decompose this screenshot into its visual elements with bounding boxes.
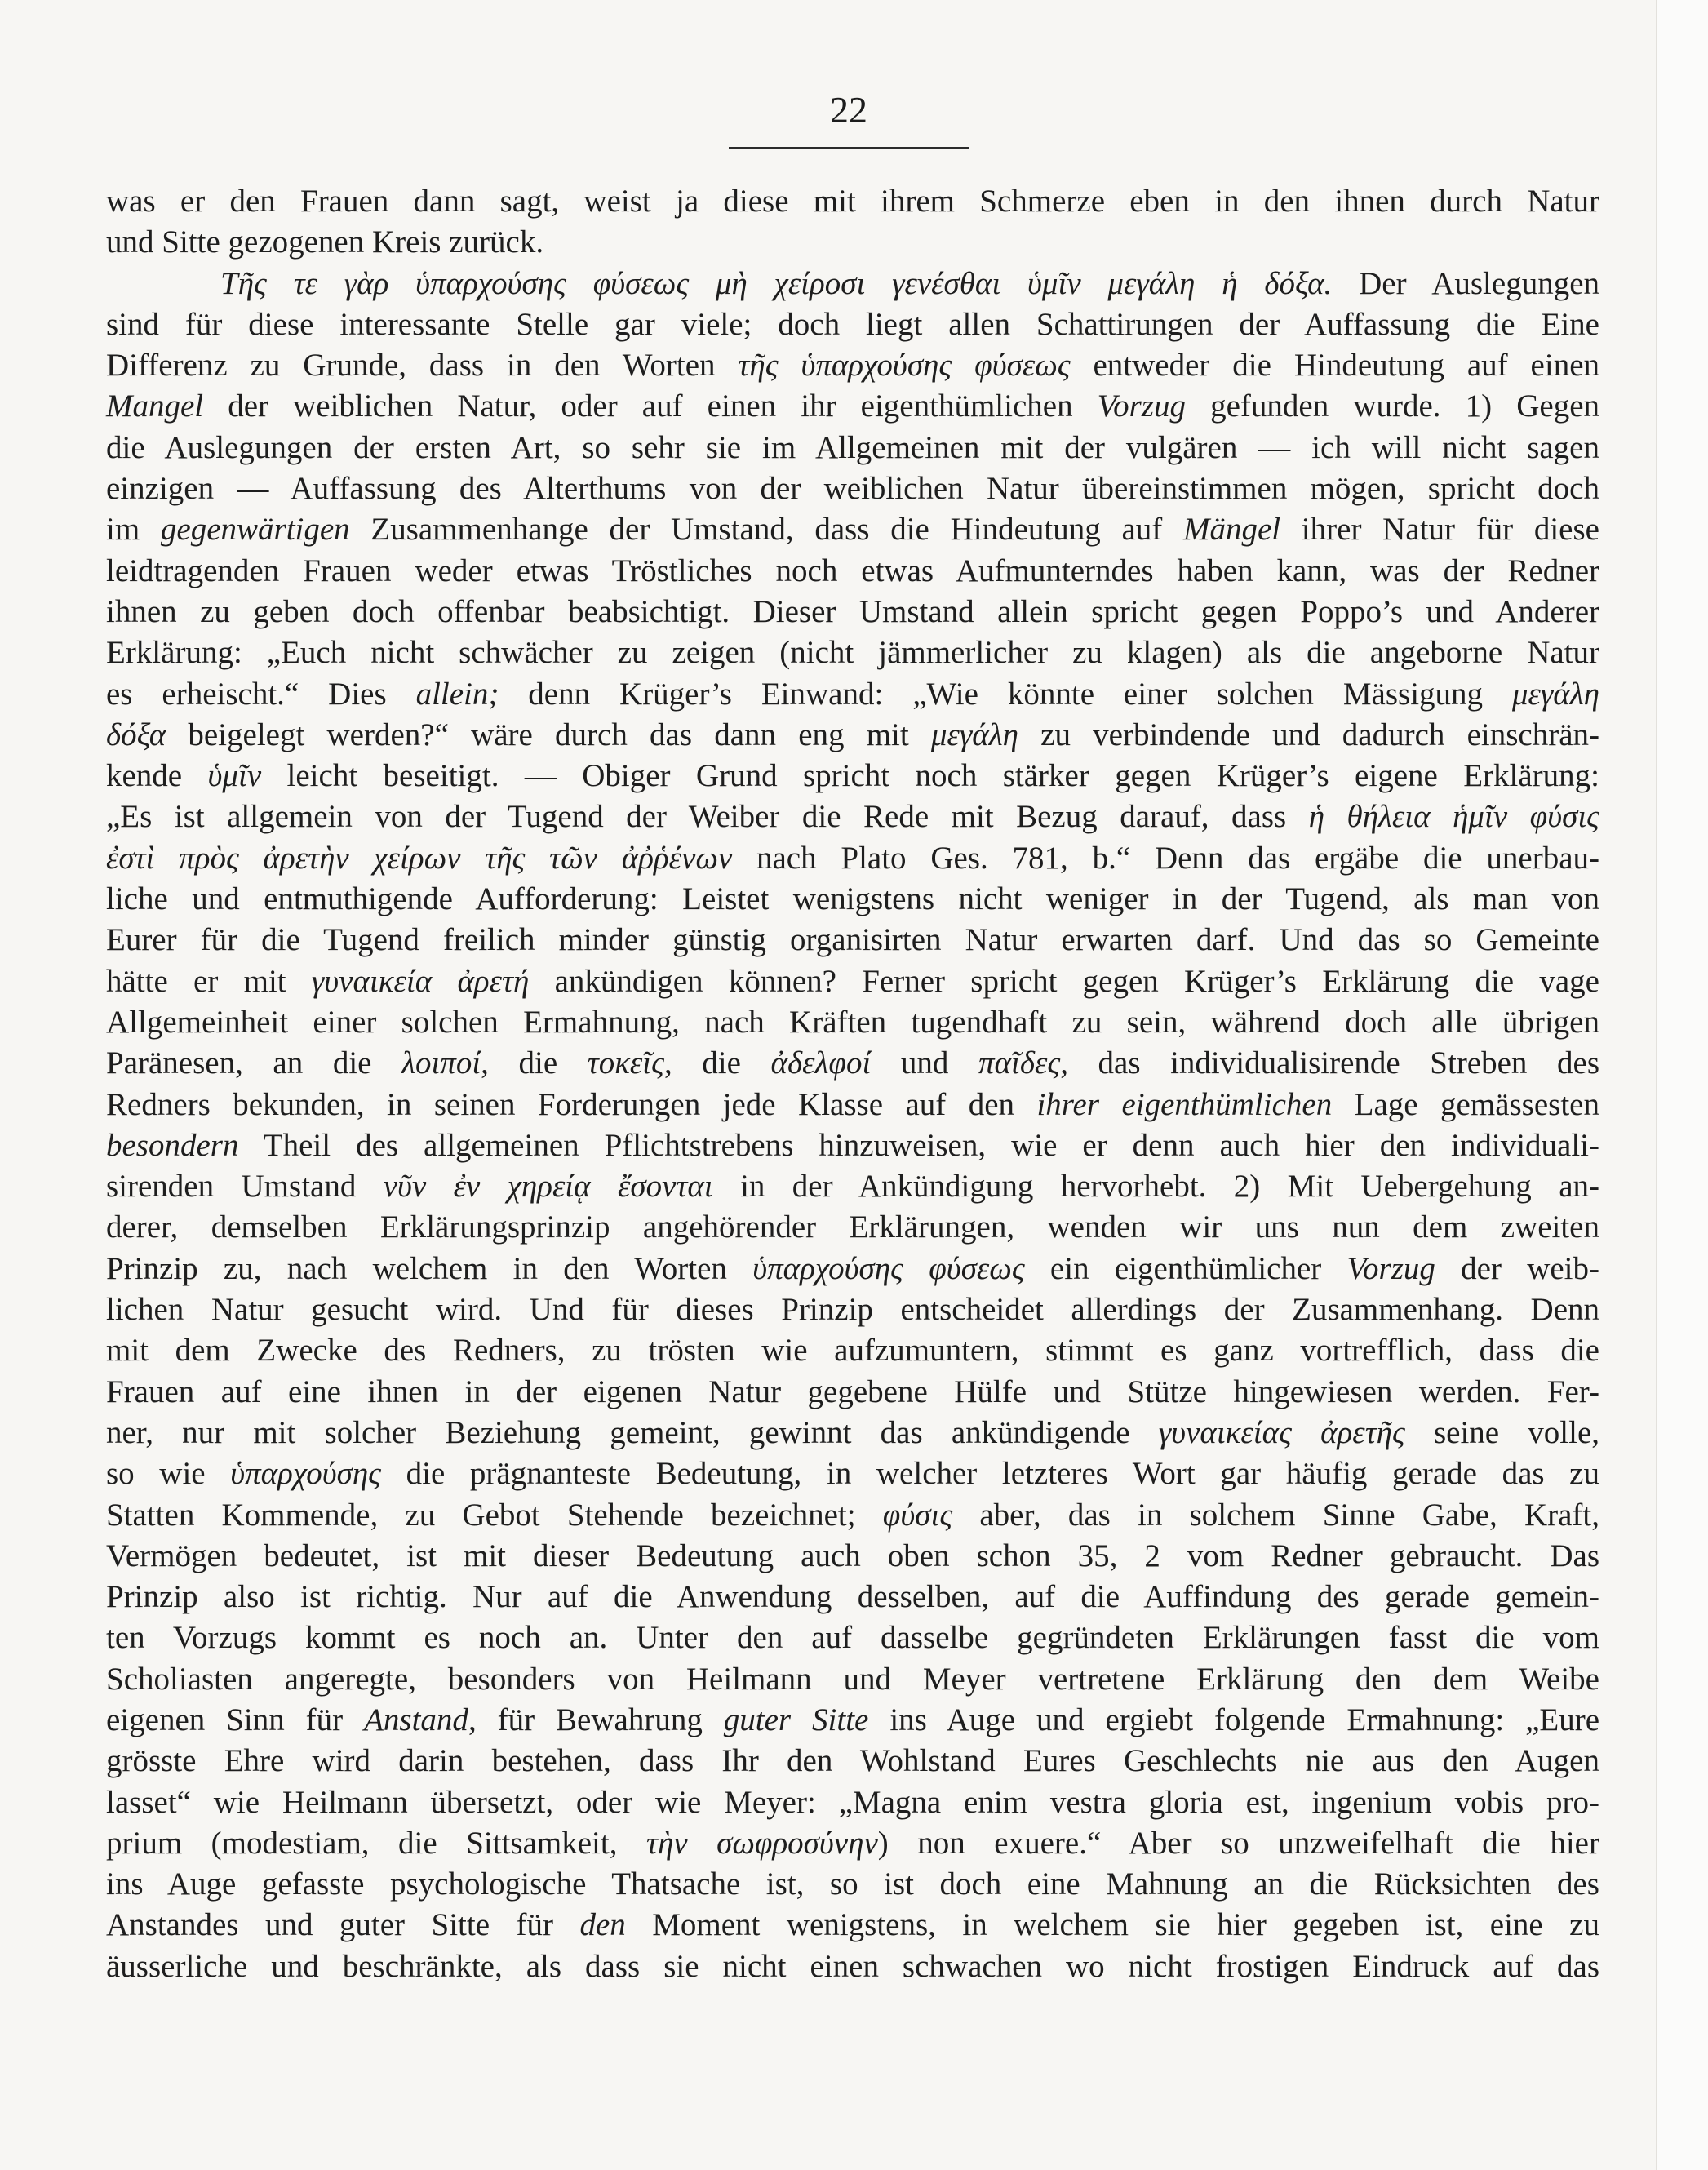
text-line (106, 386, 1599, 427)
emphasis: Vorzug (1097, 388, 1187, 424)
text-segment: ankündigen können? Ferner spricht gegen Krüger’s Erklärung die vage (529, 963, 1599, 999)
text-segment: aber, das in solchem Sinne Gabe, Kraft, (952, 1497, 1599, 1533)
text-line (106, 632, 1599, 673)
text-line (106, 1249, 1599, 1289)
emphasis: den (579, 1907, 626, 1943)
text-segment: Lage gemässesten (1332, 1086, 1599, 1122)
text-line (106, 1823, 1599, 1864)
text-segment: Der Auslegungen (1332, 265, 1600, 301)
text-line (106, 1166, 1599, 1207)
text-line (106, 428, 1599, 468)
text-segment: Theil des allgemeinen Pflichtstrebens hinzuweisen, wie er denn auch hier den individuali- (238, 1127, 1599, 1163)
text-segment: ein eigenthümlicher (1024, 1250, 1347, 1286)
greek-quote: Τῆς τε γὰρ ὑπαρχούσης φύσεως μὴ χείροσι γενέσθαι ὑμῖν μεγάλη ἡ δόξα. (220, 265, 1333, 301)
greek-quote: ἀδελφοί (770, 1045, 872, 1081)
greek-quote: ὑπαρχούσης (230, 1456, 382, 1492)
greek-quote: γυναικείας ἀρετῆς (1158, 1414, 1405, 1450)
text-line (106, 1289, 1599, 1330)
text-line (106, 1905, 1599, 1946)
text-line (106, 1125, 1599, 1166)
text-line (106, 1043, 1599, 1084)
text-line (106, 1413, 1599, 1453)
text-segment: Statten Kommende, zu Gebot Stehende bezeichnet; (106, 1497, 883, 1533)
text-line (106, 592, 1599, 632)
text-segment: „Es ist allgemein von der Tugend der Weiber die Rede mit Bezug darauf, dass (106, 799, 1309, 835)
greek-quote: τῆς ὑπαρχούσης φύσεως (738, 348, 1071, 384)
text-segment: eigenen Sinn für (106, 1702, 365, 1737)
text-line (106, 222, 1599, 263)
text-line (106, 1946, 1599, 1987)
emphasis: Vorzug (1346, 1250, 1435, 1286)
emphasis: ihrer eigenthümlichen (1036, 1086, 1333, 1122)
emphasis: gegenwärtigen (160, 512, 350, 548)
text-segment: Zusammenhange der Umstand, dass die Hindeutung auf (349, 512, 1183, 548)
text-segment: lichen Natur gesucht wird. Und für dieses Prinzip entscheidet allerdings der Zusammenhang. Denn (106, 1292, 1599, 1328)
text-segment: , das individualisirende Streben des (1060, 1045, 1599, 1081)
text-line (106, 715, 1599, 756)
text-segment: kende (106, 758, 208, 794)
text-segment: Anstandes und guter Sitte für (106, 1907, 580, 1943)
text-segment: ten Vorzugs kommt es noch an. Unter den auf dasselbe gegründeten Erklärungen fasst die vom (106, 1620, 1599, 1656)
text-segment: so wie (106, 1456, 231, 1492)
text-segment: prium (modestiam, die Sittsamkeit, (106, 1825, 646, 1861)
text-segment: Scholiasten angeregte, besonders von Heilmann und Meyer vertretene Erklärung den dem Weibe (106, 1661, 1599, 1697)
text-segment: , für Bewahrung (468, 1702, 724, 1737)
text-line (106, 756, 1599, 797)
text-line (106, 468, 1599, 509)
greek-quote: δόξα (106, 717, 166, 752)
text-line (106, 1782, 1599, 1823)
text-segment: lasset“ wie Heilmann übersetzt, oder wie Meyer: „Magna enim vestra gloria est, ingenium vobis pro- (106, 1784, 1599, 1820)
text-segment: beigelegt werden?“ wäre durch das dann eng mit (166, 717, 931, 752)
greek-quote: παῖδες (978, 1045, 1061, 1081)
body-text (106, 181, 1599, 1987)
text-line (106, 1864, 1599, 1905)
text-line (106, 1536, 1599, 1577)
greek-quote: τοκεῖς (587, 1045, 664, 1081)
text-line (106, 1372, 1599, 1413)
emphasis: Anstand (364, 1702, 468, 1737)
text-line (106, 797, 1599, 837)
text-segment: mit dem Zwecke des Redners, zu trösten wie aufzumuntern, stimmt es ganz vortrefflich, dass die (106, 1333, 1599, 1369)
text-line (106, 1330, 1599, 1371)
text-line (106, 1453, 1599, 1494)
greek-quote: λοιποί (401, 1045, 481, 1081)
text-segment: sirenden Umstand (106, 1169, 384, 1205)
text-segment: äusserliche und beschränkte, als dass sie nicht einen schwachen wo nicht frostigen Eindruck auf das (106, 1948, 1599, 1984)
text-line (106, 304, 1599, 345)
text-segment: ihrer Natur für diese (1280, 512, 1599, 548)
text-line (106, 1618, 1599, 1658)
text-segment: ins Auge und ergiebt folgende Ermahnung: „Eure (868, 1702, 1600, 1737)
text-line (106, 551, 1599, 592)
text-line (106, 1577, 1599, 1618)
text-segment: Eurer für die Tugend freilich minder günstig organisirten Natur erwarten darf. Und das so Gemeinte (106, 922, 1599, 958)
greek-quote: ἐστὶ πρὸς ἀρετὴν χείρων τῆς τῶν ἀῤῥένων (106, 840, 733, 876)
text-line (106, 509, 1599, 550)
text-segment: ihnen zu geben doch offenbar beabsichtigt. Dieser Umstand allein spricht gegen Poppo’s und Anderer (106, 593, 1599, 629)
text-segment: Vermögen bedeutet, ist mit dieser Bedeutung auch oben schon 35, 2 vom Redner gebraucht. Das (106, 1538, 1599, 1573)
text-segment: ) non exuere.“ Aber so unzweifelhaft die hier (877, 1825, 1599, 1861)
text-segment: grösste Ehre wird darin bestehen, dass Ihr den Wohlstand Eures Geschlechts nie aus den Augen (106, 1743, 1599, 1779)
text-segment: nach Plato Ges. 781, b.“ Denn das ergäbe die unerbau- (732, 840, 1599, 876)
emphasis: guter Sitte (723, 1702, 869, 1737)
greek-quote: γυναικεία ἀρετή (311, 963, 530, 999)
page-edge (1656, 0, 1708, 2170)
text-line (106, 264, 1599, 304)
text-line (106, 1495, 1599, 1536)
text-segment: und Sitte gezogenen Kreis zurück. (106, 224, 544, 260)
text-segment: ins Auge gefasste psychologische Thatsache ist, so ist doch eine Mahnung an die Rücksichten des (106, 1866, 1599, 1902)
text-segment: , die (663, 1045, 771, 1081)
greek-quote: νῦν ἐν χηρείᾳ ἔσονται (383, 1169, 713, 1205)
text-segment: Paränesen, an die (106, 1045, 402, 1081)
emphasis: Mangel (106, 388, 204, 424)
text-line (106, 1002, 1599, 1043)
text-segment: Erklärung: „Euch nicht schwächer zu zeigen (nicht jämmerlicher zu klagen) als die angeborne Natur (106, 635, 1599, 671)
greek-quote: μεγάλη (930, 717, 1018, 752)
text-segment: denn Krüger’s Einwand: „Wie könnte einer solchen Mässigung (499, 676, 1512, 712)
text-line (106, 181, 1599, 222)
text-segment: , die (481, 1045, 588, 1081)
text-segment: ner, nur mit solcher Beziehung gemeint, gewinnt das ankündigende (106, 1414, 1159, 1450)
greek-quote: φύσις (882, 1497, 953, 1533)
greek-quote: τὴν σωφροσύνην (645, 1825, 878, 1861)
text-segment: gefunden wurde. 1) Gegen (1186, 388, 1599, 424)
text-line (106, 1659, 1599, 1700)
text-segment: liche und entmuthigende Aufforderung: Leistet wenigstens nicht weniger in der Tugend, als man von (106, 881, 1599, 917)
text-segment: leicht beseitigt. — Obiger Grund spricht noch stärker gegen Krüger’s eigene Erklärung: (261, 758, 1599, 794)
text-line (106, 1085, 1599, 1125)
text-segment: es erheischt.“ Dies (106, 676, 416, 712)
text-segment: die Auslegungen der ersten Art, so sehr sie im Allgemeinen mit der vulgären — ich will nicht sagen (106, 429, 1599, 465)
text-line (106, 674, 1599, 715)
text-line (106, 920, 1599, 961)
text-segment: Frauen auf eine ihnen in der eigenen Natur gegebene Hülfe und Stütze hingewiesen werden. Fer- (106, 1373, 1599, 1409)
text-segment: und (871, 1045, 979, 1081)
emphasis: allein; (415, 676, 499, 712)
text-segment: hätte er mit (106, 963, 312, 999)
greek-quote: μεγάλη (1511, 676, 1599, 712)
text-segment: seine volle, (1404, 1414, 1600, 1450)
text-segment: Differenz zu Grunde, dass in den Worten (106, 348, 739, 384)
greek-quote: ὑπαρχούσης φύσεως (752, 1250, 1025, 1286)
greek-quote: ἡ θήλεια ἡμῖν φύσις (1308, 799, 1600, 835)
text-segment: Prinzip also ist richtig. Nur auf die Anwendung desselben, auf die Auffindung des gerade gemein- (106, 1579, 1599, 1615)
text-segment: Redners bekunden, in seinen Forderungen jede Klasse auf den (106, 1086, 1037, 1122)
text-segment: entweder die Hindeutung auf einen (1070, 348, 1600, 384)
text-segment: der weiblichen Natur, oder auf einen ihr eigenthümlichen (203, 388, 1098, 424)
text-segment: derer, demselben Erklärungsprinzip angehörender Erklärungen, wenden wir uns nun dem zweiten (106, 1209, 1599, 1245)
text-segment: Moment wenigstens, in welchem sie hier gegeben ist, eine zu (625, 1907, 1599, 1943)
text-segment: zu verbindende und dadurch einschrän- (1018, 717, 1600, 752)
emphasis: besondern (106, 1127, 239, 1163)
emphasis: Mängel (1182, 512, 1281, 548)
greek-quote: ὑμῖν (207, 758, 262, 794)
text-segment: in der Ankündigung hervorhebt. 2) Mit Uebergehung an- (712, 1169, 1599, 1205)
text-line (106, 1700, 1599, 1741)
text-segment: der weib- (1435, 1250, 1599, 1286)
text-line (106, 1207, 1599, 1248)
header-rule (729, 147, 969, 149)
text-line (106, 961, 1599, 1002)
text-segment: was er den Frauen dann sagt, weist ja diese mit ihrem Schmerze eben in den ihnen durch Natur (106, 184, 1599, 219)
text-line (106, 345, 1599, 386)
text-line (106, 879, 1599, 920)
text-segment: im (106, 512, 161, 548)
text-segment: einzigen — Auffassung des Alterthums von der weiblichen Natur übereinstimmen mögen, spricht doch (106, 471, 1599, 507)
text-segment: leidtragenden Frauen weder etwas Tröstliches noch etwas Aufmunterndes haben kann, was der Redner (106, 552, 1599, 588)
page-number: 22 (830, 89, 867, 131)
text-segment: sind für diese interessante Stelle gar viele; doch liegt allen Schattirungen der Auffassung die Eine (106, 306, 1599, 342)
text-segment: Allgemeinheit einer solchen Ermahnung, nach Kräften tugendhaft zu sein, während doch alle übrigen (106, 1004, 1599, 1040)
text-line (106, 838, 1599, 879)
text-line (106, 1741, 1599, 1782)
text-segment: Prinzip zu, nach welchem in den Worten (106, 1250, 753, 1286)
text-segment: die prägnanteste Bedeutung, in welcher letzteres Wort gar häufig gerade das zu (381, 1456, 1599, 1492)
